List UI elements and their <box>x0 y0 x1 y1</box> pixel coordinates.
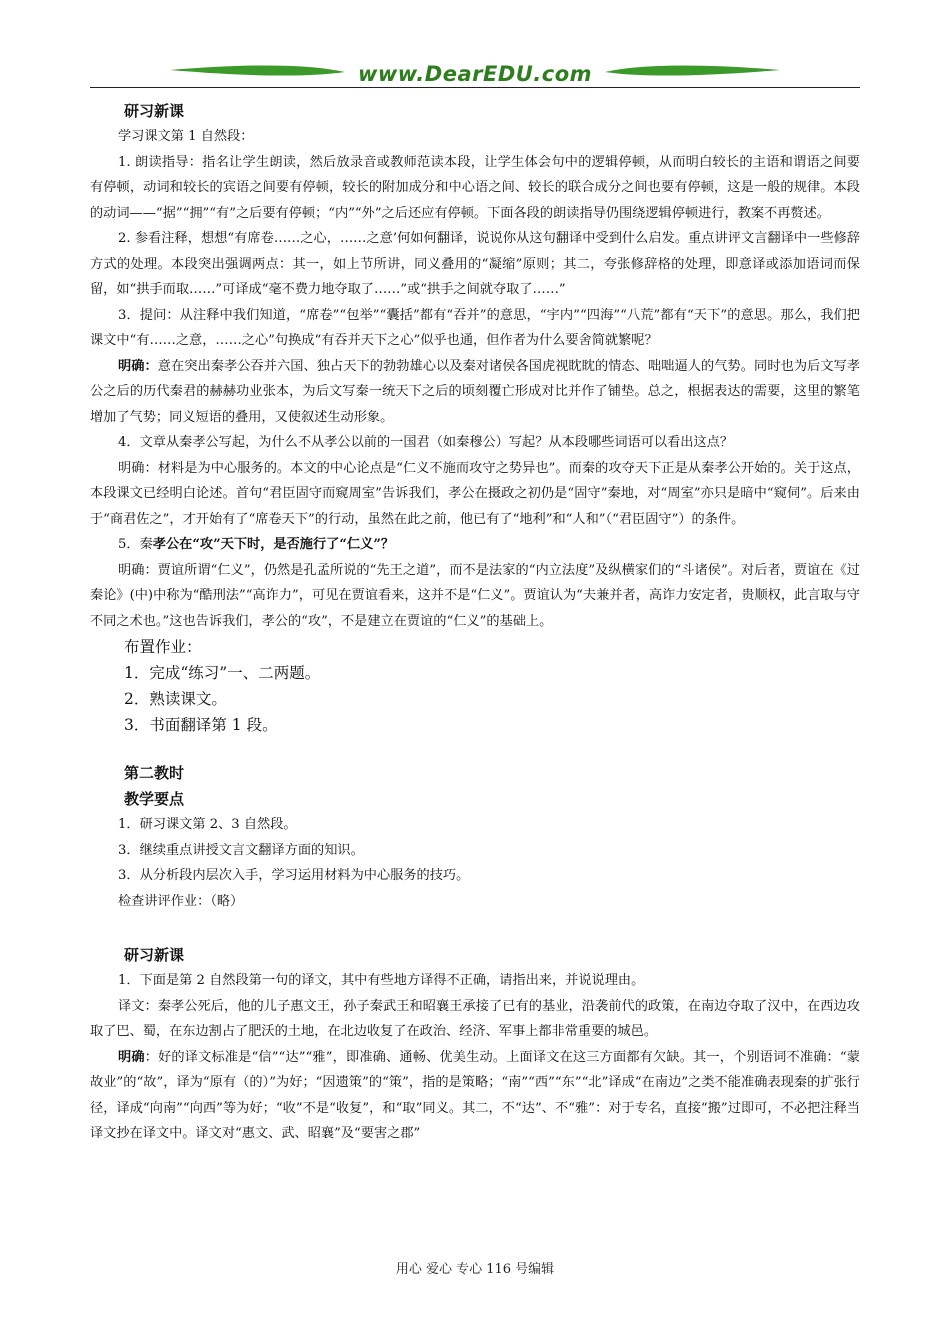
paragraph: 明确：材料是为中心服务的。本文的中心论点是“仁义不施而攻守之势异也”。而秦的攻夺天下正是从秦孝公开始的。关于这点，本段课文已经明白论述。首句“君臣固守而窥周室”告诉我们，孝公在摄政之初仍是“固守”秦地，对“周室”亦只是暗中“窥伺”。后来由于“商君佐之”，才开始有了“席卷天下”的行动，虽然在此之前，他已有了“地利”和“人和”（“君臣固守”）的条件。 <box>90 460 860 527</box>
paragraph: 2. 参看注释，想想“有席卷……之心，……之意’何如何翻译，说说你从这句翻译中受到什么启发。重点讲评文言翻译中一些修辞方式的处理。本段突出强调两点：其一，如上节所讲，同义叠用的“凝缩”原则；其二，夸张修辞格的处理，即意译或添加语词而保留，如“拱手而取……”可译成“毫不费力地夺取了……”或“拱手之间就夺取了……” <box>90 231 860 297</box>
paragraph: 1．下面是第 2 自然段第一句的译文，其中有些地方译得不正确，请指出来，并说说理由。 <box>118 973 645 988</box>
answer-label: 明确 <box>118 1049 145 1065</box>
paragraph: 检查讲评作业：（略） <box>118 893 244 909</box>
list-item: 3．继续重点讲授文言文翻译方面的知识。 <box>118 842 364 858</box>
header-divider <box>90 87 860 88</box>
question-number: 5．秦 <box>118 537 153 552</box>
section-title: 第二教时 <box>124 764 185 782</box>
document-body <box>90 98 860 1147</box>
section-title: 研习新课 <box>124 946 185 964</box>
site-logo[interactable] <box>170 58 780 88</box>
logo-text: www.DearEDU.com <box>357 62 593 86</box>
paragraph: 学习课文第 1 自然段： <box>118 129 254 144</box>
page-header <box>90 58 860 90</box>
answer-text: ：好的译文标准是“信”“达”“雅”，即准确、通畅、优美生动。上面译文在这三方面都有欠缺。其一，个别语词不准确：“蒙故业”的“故”，译为“原有（的）”为好；“因遗策”的“策”，指的是策略；“南”“西”“东”“北”译成“在南边”之类不能准确表现秦的扩张行径，译成“向南”“向西”等为好；“收”不是“收复”，和“取”同义。其二，不“达”、不“雅”：对于专名，直接“搬”过即可，不必把注释当译文抄在译文中。译文对“惠文、武、昭襄”及“要害之郡” <box>90 1049 860 1141</box>
homework-item: 2．熟读课文。 <box>124 690 227 708</box>
paragraph: 译文：秦孝公死后，他的儿子惠文王，孙子秦武王和昭襄王承接了已有的基业，沿袭前代的政策，在南边夺取了汉中，在西边攻取了巴、蜀，在东边割占了肥沃的土地，在北边收复了在政治、经济、军事上都非常重要的城邑。 <box>90 998 860 1039</box>
answer-label: 明确： <box>118 358 158 374</box>
paragraph: 3．提问：从注释中我们知道，“席卷”“包举”“囊括”都有“吞并”的意思，“宇内”“四海”“八荒”都有“天下”的意思。那么，我们把课文中“有……之意，……之心”句换成“有吞并天下之心”似乎也通，但作者为什么要舍简就繁呢？ <box>90 307 860 348</box>
answer-text: 意在突出秦孝公吞并六国、独占天下的勃勃雄心以及秦对诸侯各国虎视眈眈的情态、咄咄逼人的气势。同时也为后文写孝公之后的历代秦君的赫赫功业张本，为后文写秦一统天下之后的顷刻覆亡形成对比并作了铺垫。总之，根据表达的需要，这里的繁笔增加了气势；同义短语的叠用，又使叙述生动形象。 <box>90 358 861 425</box>
list-item: 3．从分析段内层次入手，学习运用材料为中心服务的技巧。 <box>118 868 470 883</box>
section-subtitle: 教学要点 <box>124 790 185 808</box>
list-item: 1．研习课文第 2、3 自然段。 <box>118 817 297 832</box>
paragraph <box>90 1045 860 1147</box>
spacer <box>90 914 860 942</box>
question-text: 孝公在“攻”天下时，是否施行了“仁义”？ <box>152 537 395 552</box>
homework-item: 1．完成“练习”一、二两题。 <box>124 664 321 682</box>
spacer <box>90 738 860 760</box>
paragraph <box>90 532 860 558</box>
paragraph: 1. 朗读指导：指名让学生朗读，然后放录音或教师范读本段，让学生体会句中的逻辑停顿，从而明白较长的主语和谓语之间要有停顿，动词和较长的宾语之间要有停顿，较长的附加成分和中心语之间、较长的联合成分之间也要有停顿，这是一般的规律。本段的动词——“据”“拥”“有”之后要有停顿；“内”“外”之后还应有停顿。下面各段的朗读指导仍围绕逻辑停顿进行，教案不再赘述。 <box>90 154 860 221</box>
homework-item: 3．书面翻译第 1 段。 <box>124 716 278 734</box>
paragraph <box>90 354 860 431</box>
homework-title: 布置作业： <box>124 638 202 656</box>
section-title: 研习新课 <box>124 102 185 120</box>
paragraph: 明确：贾谊所谓“仁义”，仍然是孔孟所说的“先王之道”，而不是法家的“内立法度”及纵横家们的“斗诸侯”。对后者，贾谊在《过秦论》(中)中称为“酷刑法”“高诈力”，可见在贾谊看来，这并不是“仁义”。贾谊认为“夫兼并者，高诈力安定者，贵顺权，此言取与守不同之术也。”这也告诉我们，孝公的“攻”，不是建立在贾谊的“仁义”的基础上。 <box>90 562 860 629</box>
page-footer: 用心 爱心 专心 116 号编辑 <box>395 1262 555 1277</box>
paragraph: 4．文章从秦孝公写起，为什么不从孝公以前的一国君（如秦穆公）写起？从本段哪些词语可以看出这点？ <box>118 435 734 450</box>
